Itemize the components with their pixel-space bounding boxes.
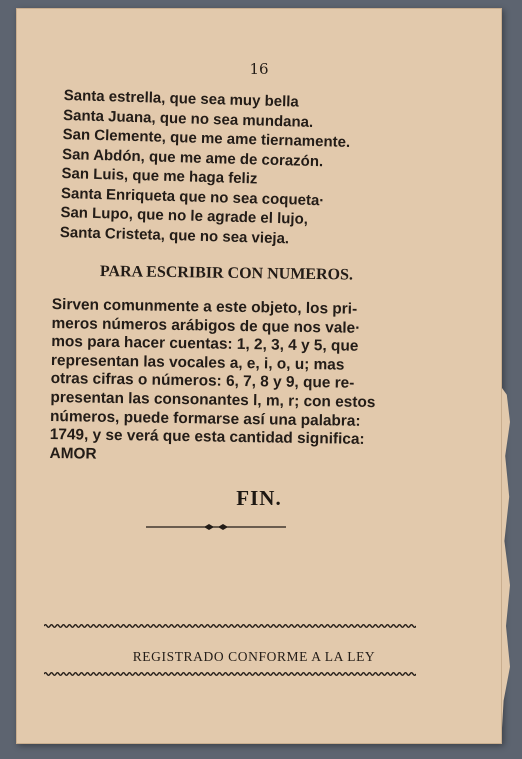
poem-line: Santa Enriqueta que no sea coqueta· — [60, 184, 325, 209]
paragraph-line: representan las vocales a, e, i, o, u; mas — [50, 351, 345, 374]
paragraph-line: meros números arábigos de que nos vale· — [51, 314, 361, 337]
torn-page-edge — [502, 388, 510, 728]
paragraph-line: otras cifras o números: 6, 7, 8 y 9, que re- — [50, 370, 355, 393]
wavy-rule-bottom — [44, 670, 416, 678]
page-number: 16 — [249, 60, 269, 78]
paragraph-line: presentan las consonantes l, m, r; con estos — [50, 388, 376, 412]
paragraph-line: Sirven comunmente a este objeto, los pri- — [51, 296, 358, 318]
poem-line: San Luis, que me haga feliz — [61, 164, 258, 188]
poem-line: Santa Cristeta, que no sea vieja. — [59, 223, 290, 247]
section-heading: PARA ESCRIBIR CON NUMEROS. — [99, 263, 354, 284]
paragraph-line: 1749, y se verá que esta cantidad significa: — [49, 426, 365, 449]
book-page — [16, 8, 502, 744]
registration-notice: REGISTRADO CONFORME A LA LEY — [132, 649, 376, 664]
closing-word: FIN. — [236, 486, 282, 510]
poem-stanza — [60, 86, 464, 253]
body-paragraph — [49, 296, 452, 470]
poem-line: San Lupo, que no le agrade el lujo, — [60, 203, 309, 228]
ornamental-divider — [146, 522, 286, 532]
poem-line: San Abdón, que me ame de corazón. — [61, 145, 324, 170]
poem-line: Santa Juana, que no sea mundana. — [62, 106, 314, 131]
paragraph-line: números, puede formarse así una palabra: — [49, 407, 361, 430]
poem-line: Santa estrella, que sea muy bella — [63, 86, 299, 111]
poem-line: San Clemente, que me ame tiernamente. — [62, 125, 351, 152]
paragraph-line: AMOR — [49, 444, 97, 463]
wavy-rule-top — [44, 622, 416, 630]
paragraph-line: mos para hacer cuentas: 1, 2, 3, 4 y 5, que — [51, 333, 359, 356]
